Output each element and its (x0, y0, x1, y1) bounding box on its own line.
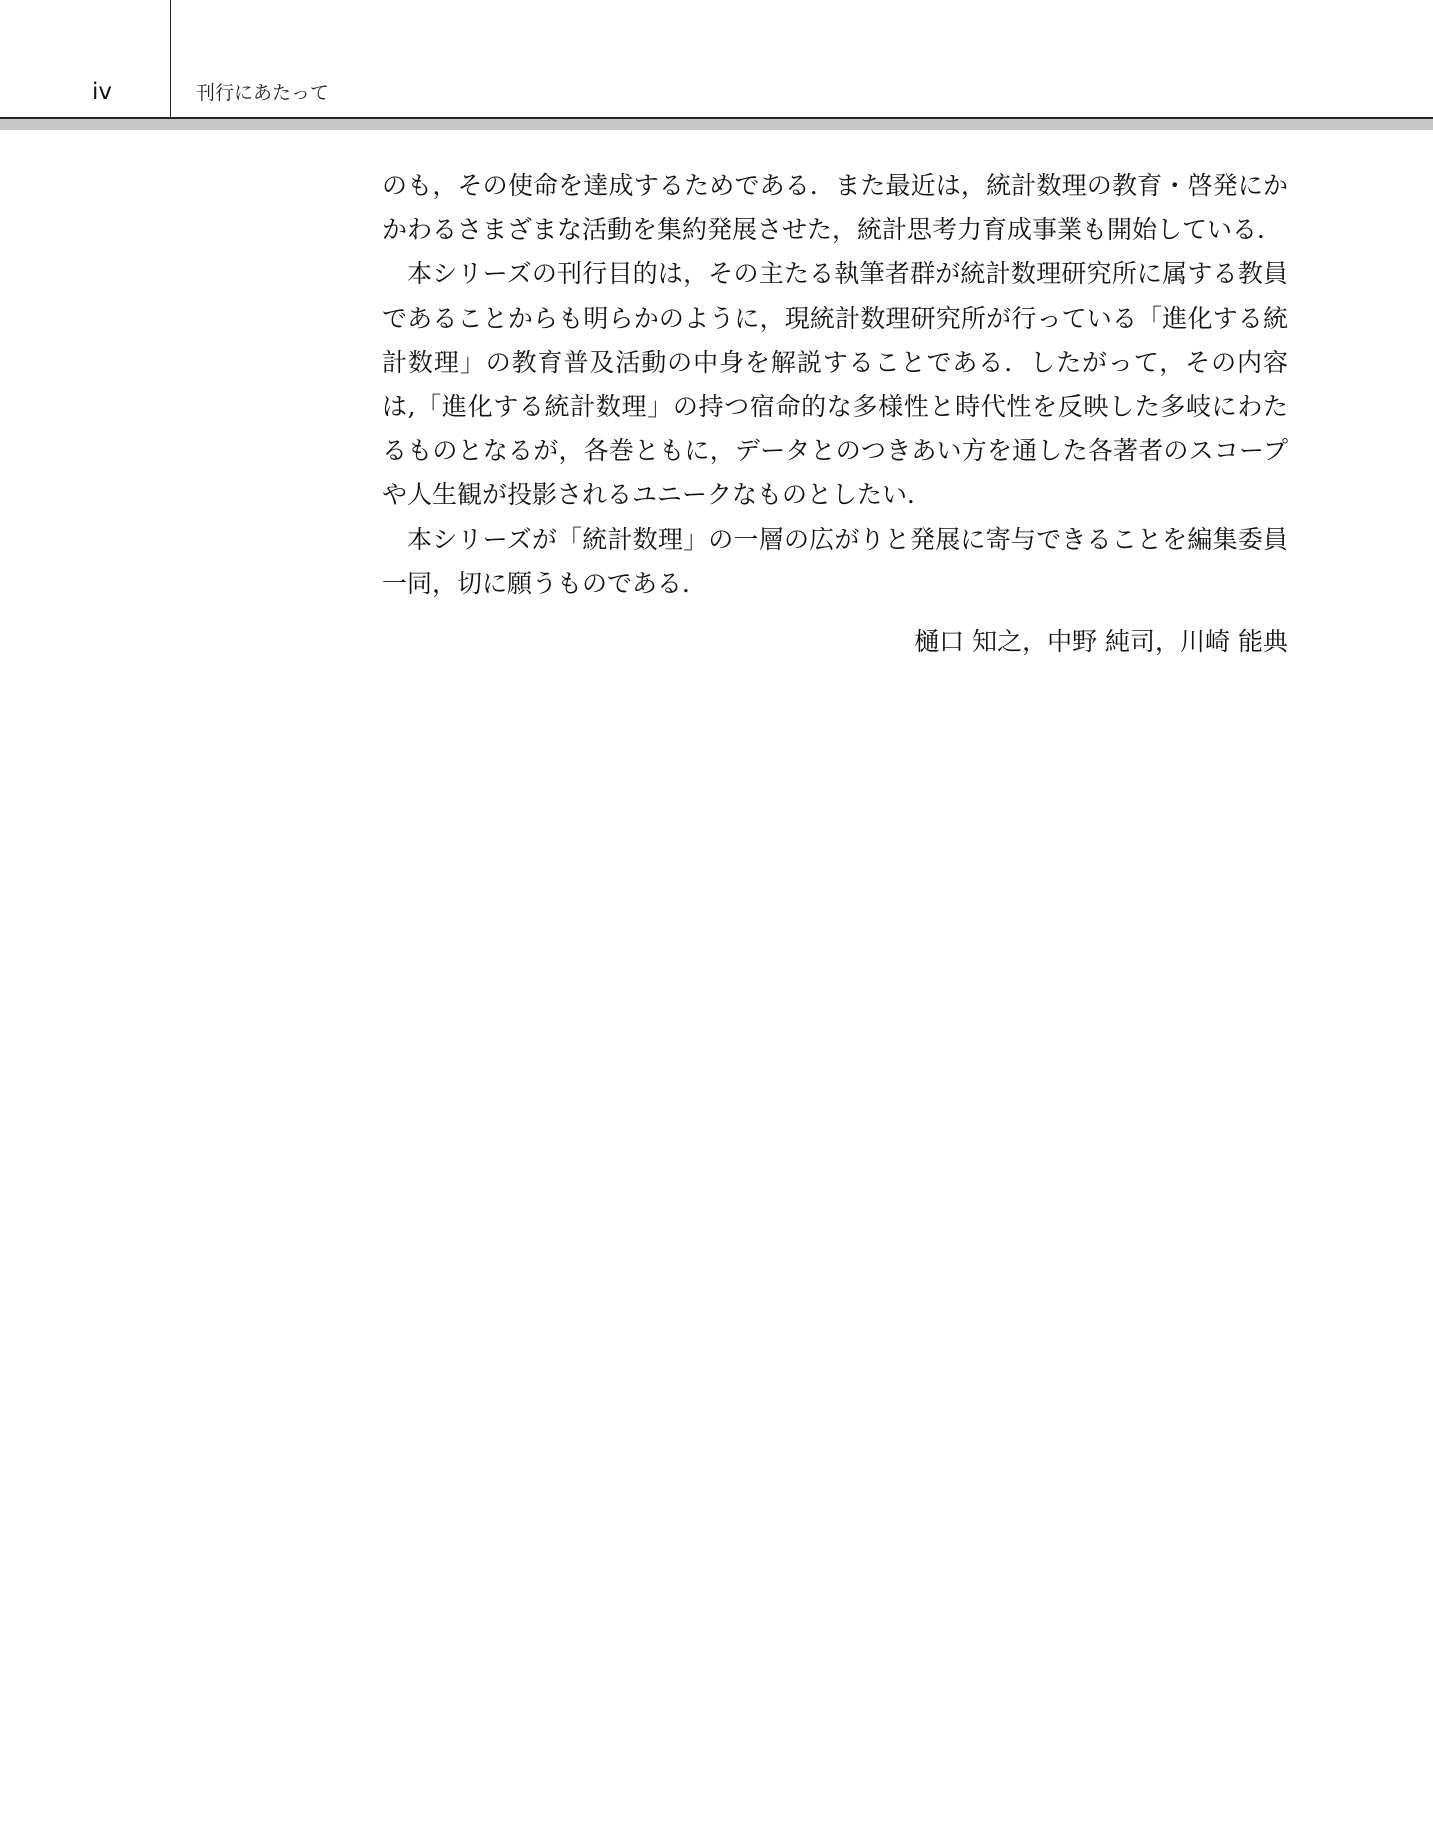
running-title: 刊行にあたって (196, 82, 330, 104)
page-header (0, 0, 1433, 132)
paragraph-continuation: のも，その使命を達成するためである．また最近は，統計数理の教育・啓発にかかわるさまざまな活動を集約発展させた，統計思考力育成事業も開始している． (382, 171, 1288, 245)
body-text (382, 164, 1288, 664)
editors-signature: 樋口 知之，中野 純司，川崎 能典 (914, 627, 1288, 657)
paragraph-closing-wish: 本シリーズが「統計数理」の一層の広がりと発展に寄与できることを編集委員一同，切に願うものである． (382, 524, 1288, 598)
header-shade-band (0, 119, 1433, 130)
header-vertical-rule (170, 0, 171, 118)
page-number: iv (92, 79, 113, 105)
paragraph-series-purpose: 本シリーズの刊行目的は，その主たる執筆者群が統計数理研究所に属する教員であることからも明らかのように，現統計数理研究所が行っている「進化する統計数理」の教育普及活動の中身を解説することである．したがって，その内容は,「進化する統計数理」の持つ宿命的な多様性と時代性を反映した多岐にわたるものとなるが，各巻ともに，データとのつきあい方を通した各著者のスコープや人生観が投影されるユニークなものとしたい． (382, 259, 1288, 510)
